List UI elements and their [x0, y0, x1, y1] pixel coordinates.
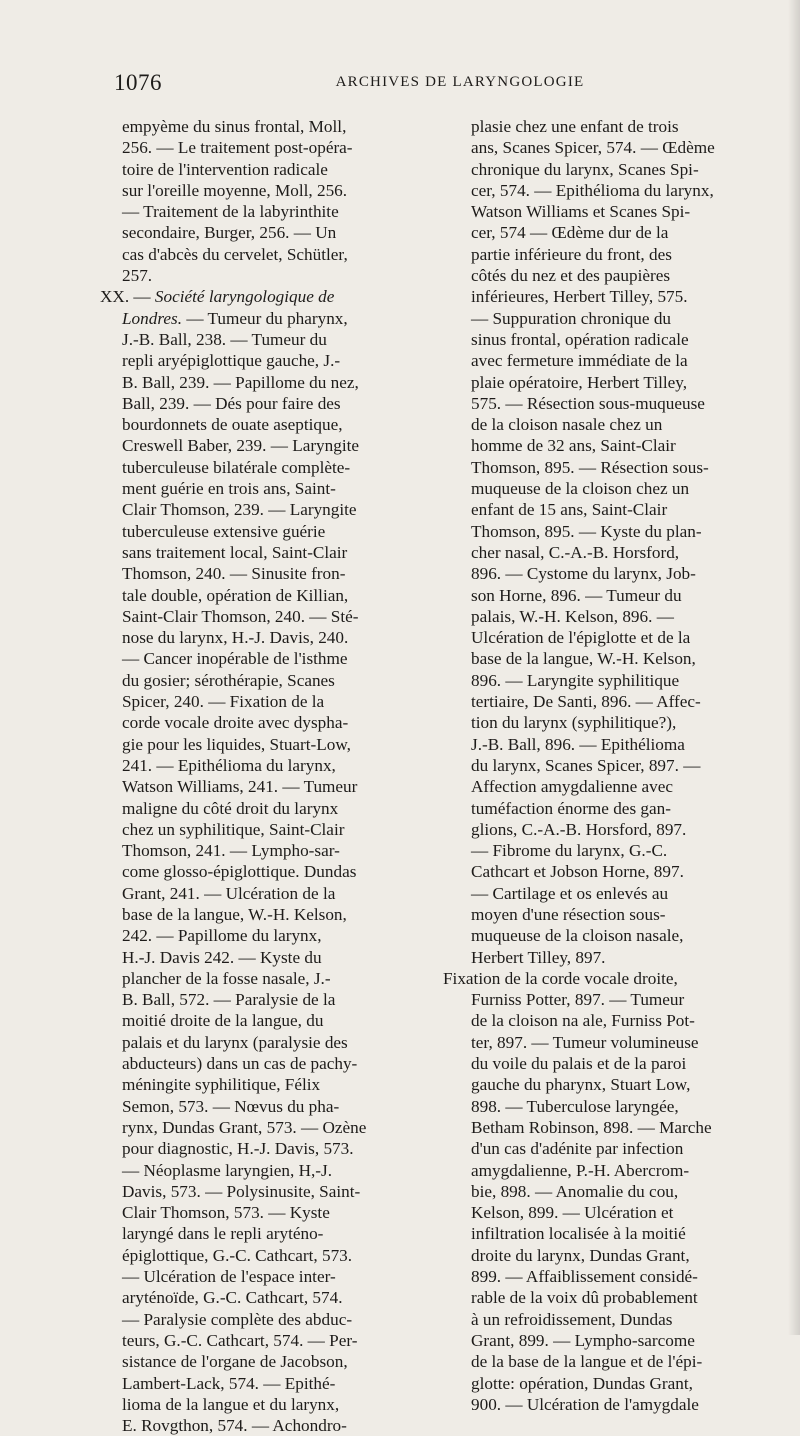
- line-text: de la cloison nasale chez un: [471, 415, 663, 435]
- line-text: 899. — Affaiblissement considé-: [471, 1267, 698, 1287]
- text-line: [100, 329, 435, 350]
- line-text: tion du larynx (syphilitique?),: [471, 713, 677, 733]
- text-line: [443, 1287, 768, 1308]
- page-edge-shadow: [788, 0, 800, 1335]
- line-text: Thomson, 241. — Lympho-sar-: [122, 841, 340, 861]
- line-text: du larynx, Scanes Spicer, 897. —: [471, 755, 701, 775]
- line-text: ans, Scanes Spicer, 574. — Œdème: [471, 138, 715, 158]
- text-line: [100, 201, 435, 222]
- line-text: rable de la voix dû probablement: [471, 1288, 698, 1308]
- line-text: Thomson, 895. — Kyste du plan-: [471, 521, 702, 541]
- line-text: 898. — Tuberculose laryngée,: [471, 1096, 679, 1116]
- text-line: [100, 840, 435, 861]
- text-line: [443, 585, 768, 606]
- text-line: [443, 883, 768, 904]
- text-line: [100, 265, 435, 286]
- text-line: [100, 393, 435, 414]
- text-line: [100, 734, 435, 755]
- text-line: [100, 414, 435, 435]
- text-line: [100, 1010, 435, 1031]
- text-line: [100, 1223, 435, 1244]
- text-line: [443, 542, 768, 563]
- line-text: muqueuse de la cloison chez un: [471, 479, 690, 499]
- text-line: [443, 478, 768, 499]
- line-text: teurs, G.-C. Cathcart, 574. — Per-: [122, 1330, 358, 1350]
- line-text: Kelson, 899. — Ulcération et: [471, 1203, 674, 1223]
- line-text: partie inférieure du front, des: [471, 244, 672, 264]
- text-line: [443, 1096, 768, 1117]
- text-line: [100, 1117, 435, 1138]
- text-line: [100, 585, 435, 606]
- text-line: [443, 1394, 768, 1415]
- line-text: Ball, 239. — Dés pour faire des: [122, 393, 341, 413]
- line-text: rynx, Dundas Grant, 573. — Ozène: [122, 1117, 367, 1137]
- text-line: [100, 1160, 435, 1181]
- line-text: B. Ball, 239. — Papillome du nez,: [122, 372, 359, 392]
- line-text: sur l'oreille moyenne, Moll, 256.: [122, 180, 348, 200]
- line-text: — Tumeur du pharynx,: [182, 308, 348, 328]
- line-text: ment guérie en trois ans, Saint-: [122, 479, 336, 499]
- text-line: [443, 137, 768, 158]
- line-text: H.-J. Davis 242. — Kyste du: [122, 947, 322, 967]
- line-text: muqueuse de la cloison nasale,: [471, 926, 684, 946]
- text-line: [100, 521, 435, 542]
- text-line: [443, 925, 768, 946]
- line-text: B. Ball, 572. — Paralysie de la: [122, 990, 336, 1010]
- line-text: tale double, opération de Killian,: [122, 585, 349, 605]
- text-line: [100, 989, 435, 1010]
- text-line: [100, 776, 435, 797]
- line-text: de la base de la langue et de l'épi-: [471, 1352, 703, 1372]
- line-text: palais, W.-H. Kelson, 896. —: [471, 606, 674, 626]
- line-text: ter, 897. — Tumeur volumineuse: [471, 1032, 699, 1052]
- line-text: 241. — Epithélioma du larynx,: [122, 755, 336, 775]
- line-text: son Horne, 896. — Tumeur du: [471, 585, 682, 605]
- line-text: Saint-Clair Thomson, 240. — Sté-: [122, 606, 359, 626]
- text-line: [100, 755, 435, 776]
- text-line: [443, 1373, 768, 1394]
- italic-text: Londres.: [122, 308, 183, 328]
- line-text: — Néoplasme laryngien, H,-J.: [122, 1160, 333, 1180]
- text-line: [100, 819, 435, 840]
- text-line: [100, 1266, 435, 1287]
- line-text: base de la langue, W.-H. Kelson,: [122, 904, 347, 924]
- text-line: [443, 350, 768, 371]
- line-text: sinus frontal, opération radicale: [471, 329, 689, 349]
- line-text: côtés du nez et des paupières: [471, 266, 671, 286]
- line-text: méningite syphilitique, Félix: [122, 1075, 321, 1095]
- line-text: Betham Robinson, 898. — Marche: [471, 1117, 712, 1137]
- text-line: [100, 1074, 435, 1095]
- text-line: [443, 904, 768, 925]
- left-text-column: [100, 116, 435, 1436]
- text-line: [100, 648, 435, 669]
- text-line: [100, 244, 435, 265]
- line-text: palais et du larynx (paralysie des: [122, 1032, 348, 1052]
- text-line: [100, 457, 435, 478]
- line-text: infiltration localisée à la moitié: [471, 1224, 686, 1244]
- text-line: [100, 1245, 435, 1266]
- line-text: Clair Thomson, 239. — Laryngite: [122, 500, 357, 520]
- line-text: inférieures, Herbert Tilley, 575.: [471, 287, 688, 307]
- text-line: [443, 798, 768, 819]
- text-line: [100, 563, 435, 584]
- line-text: tuméfaction énorme des gan-: [471, 798, 671, 818]
- text-line: [443, 627, 768, 648]
- text-line: [443, 244, 768, 265]
- line-text: Affection amygdalienne avec: [471, 777, 674, 797]
- text-line: [443, 670, 768, 691]
- text-line: [443, 1032, 768, 1053]
- text-line: [443, 1053, 768, 1074]
- text-line: [100, 798, 435, 819]
- line-text: — Suppuration chronique du: [471, 308, 672, 328]
- line-text: du voile du palais et de la paroi: [471, 1054, 687, 1074]
- text-line: [100, 1330, 435, 1351]
- line-text: cer, 574. — Epithélioma du larynx,: [471, 180, 714, 200]
- text-line: [443, 521, 768, 542]
- text-line: [443, 861, 768, 882]
- line-text: 256. — Le traitement post-opéra-: [122, 138, 353, 158]
- text-line: [100, 1181, 435, 1202]
- line-text: J.-B. Ball, 896. — Epithélioma: [471, 734, 685, 754]
- text-line: [443, 457, 768, 478]
- text-line: [443, 712, 768, 733]
- text-line: [100, 1351, 435, 1372]
- text-line: [100, 286, 435, 307]
- text-line: [100, 1138, 435, 1159]
- line-text: bourdonnets de ouate aseptique,: [122, 415, 343, 435]
- line-text: cher nasal, C.-A.-B. Horsford,: [471, 542, 680, 562]
- text-line: [443, 989, 768, 1010]
- running-title: ARCHIVES DE LARYNGOLOGIE: [335, 74, 585, 90]
- text-line: [443, 1245, 768, 1266]
- line-text: — Paralysie complète des abduc-: [122, 1309, 353, 1329]
- line-text: chez un syphilitique, Saint-Clair: [122, 819, 345, 839]
- line-text: glions, C.-A.-B. Horsford, 897.: [471, 819, 687, 839]
- line-text: Grant, 899. — Lympho-sarcome: [471, 1330, 695, 1350]
- text-line: [100, 904, 435, 925]
- text-line: [100, 670, 435, 691]
- line-text: Semon, 573. — Nœvus du pha-: [122, 1096, 340, 1116]
- line-text: tertiaire, De Santi, 896. — Affec-: [471, 692, 701, 712]
- text-line: [443, 1266, 768, 1287]
- text-line: [443, 1074, 768, 1095]
- line-text: Davis, 573. — Polysinusite, Saint-: [122, 1181, 361, 1201]
- text-line: [100, 308, 435, 329]
- line-text: Ulcération de l'épiglotte et de la: [471, 628, 691, 648]
- line-text: tuberculeuse bilatérale complète-: [122, 457, 351, 477]
- text-line: [443, 840, 768, 861]
- line-text: Watson Williams et Scanes Spi-: [471, 202, 691, 222]
- text-line: [100, 627, 435, 648]
- line-text: Herbert Tilley, 897.: [471, 947, 606, 967]
- text-line: [443, 414, 768, 435]
- text-line: [100, 1202, 435, 1223]
- line-text: du gosier; sérothérapie, Scanes: [122, 670, 335, 690]
- text-line: [100, 542, 435, 563]
- text-line: [443, 159, 768, 180]
- line-text: avec fermeture immédiate de la: [471, 351, 688, 371]
- text-line: [100, 1032, 435, 1053]
- line-text: chronique du larynx, Scanes Spi-: [471, 159, 699, 179]
- line-text: lioma de la langue et du larynx,: [122, 1394, 340, 1414]
- line-text: d'un cas d'adénite par infection: [471, 1139, 684, 1159]
- line-text: Thomson, 240. — Sinusite fron-: [122, 564, 346, 584]
- text-line: [443, 1330, 768, 1351]
- line-text: bie, 898. — Anomalie du cou,: [471, 1181, 679, 1201]
- text-line: [443, 1138, 768, 1159]
- text-line: [443, 648, 768, 669]
- line-text: corde vocale droite avec dyspha-: [122, 713, 349, 733]
- line-text: Creswell Baber, 239. — Laryngite: [122, 436, 360, 456]
- text-line: [443, 116, 768, 137]
- text-line: [443, 393, 768, 414]
- line-text: Spicer, 240. — Fixation de la: [122, 692, 325, 712]
- line-text: J.-B. Ball, 238. — Tumeur du: [122, 329, 327, 349]
- line-text: 900. — Ulcération de l'amygdale: [471, 1394, 699, 1414]
- line-text: glotte: opération, Dundas Grant,: [471, 1373, 693, 1393]
- line-text: plaie opératoire, Herbert Tilley,: [471, 372, 688, 392]
- text-line: [443, 499, 768, 520]
- line-text: à un refroidissement, Dundas: [471, 1309, 673, 1329]
- text-line: [100, 222, 435, 243]
- line-text: 896. — Laryngite syphilitique: [471, 670, 680, 690]
- line-text: empyème du sinus frontal, Moll,: [122, 117, 347, 136]
- text-line: [443, 201, 768, 222]
- text-line: [443, 1010, 768, 1031]
- text-line: [100, 1287, 435, 1308]
- text-line: [100, 691, 435, 712]
- line-text: Grant, 241. — Ulcération de la: [122, 883, 336, 903]
- text-line: [443, 755, 768, 776]
- text-line: [100, 478, 435, 499]
- text-line: [443, 180, 768, 201]
- line-text: gie pour les liquides, Stuart-Low,: [122, 734, 351, 754]
- text-line: [443, 286, 768, 307]
- text-line: [443, 1160, 768, 1181]
- right-text-column: [443, 116, 768, 1415]
- text-line: [100, 861, 435, 882]
- line-text: moitié droite de la langue, du: [122, 1011, 324, 1031]
- line-text: — Traitement de la labyrinthite: [122, 202, 339, 222]
- text-line: [100, 606, 435, 627]
- line-text: plancher de la fosse nasale, J.-: [122, 968, 331, 988]
- text-line: [443, 819, 768, 840]
- line-text: repli aryépiglottique gauche, J.-: [122, 351, 341, 371]
- line-text: Lambert-Lack, 574. — Epithé-: [122, 1373, 336, 1393]
- line-text: épiglottique, G.-C. Cathcart, 573.: [122, 1245, 353, 1265]
- line-text: E. Rovgthon, 574. — Achondro-: [122, 1416, 347, 1436]
- line-text: — Cartilage et os enlevés au: [471, 883, 669, 903]
- text-line: [443, 435, 768, 456]
- text-line: [100, 137, 435, 158]
- text-line: [443, 776, 768, 797]
- line-text: Furniss Potter, 897. — Tumeur: [471, 990, 685, 1010]
- line-text: base de la langue, W.-H. Kelson,: [471, 649, 696, 669]
- text-line: [443, 1202, 768, 1223]
- line-text: 257.: [122, 266, 153, 286]
- text-line: [443, 947, 768, 968]
- text-line: [443, 222, 768, 243]
- line-text: gauche du pharynx, Stuart Low,: [471, 1075, 691, 1095]
- text-line: [443, 329, 768, 350]
- line-text: — Cancer inopérable de l'isthme: [122, 649, 348, 669]
- line-text: plasie chez une enfant de trois: [471, 117, 679, 136]
- text-line: [100, 968, 435, 989]
- text-line: [443, 563, 768, 584]
- text-line: [100, 1053, 435, 1074]
- text-line: [100, 372, 435, 393]
- text-line: [443, 691, 768, 712]
- text-line: [100, 435, 435, 456]
- line-text: Fixation de la corde vocale droite,: [443, 968, 678, 988]
- text-line: [100, 499, 435, 520]
- text-line: [443, 1351, 768, 1372]
- line-text: secondaire, Burger, 256. — Un: [122, 223, 337, 243]
- text-line: [100, 947, 435, 968]
- text-line: [443, 1117, 768, 1138]
- text-line: [100, 180, 435, 201]
- text-line: [443, 265, 768, 286]
- line-text: Cathcart et Jobson Horne, 897.: [471, 862, 684, 882]
- text-line: [443, 1181, 768, 1202]
- line-text: moyen d'une résection sous-: [471, 904, 666, 924]
- line-text: laryngé dans le repli aryténo-: [122, 1224, 324, 1244]
- text-line: [443, 1309, 768, 1330]
- line-text: abducteurs) dans un cas de pachy-: [122, 1054, 358, 1074]
- text-line: [100, 350, 435, 371]
- line-text: tuberculeuse extensive guérie: [122, 521, 326, 541]
- line-text: amygdalienne, P.-H. Abercrom-: [471, 1160, 690, 1180]
- text-line: [100, 1096, 435, 1117]
- text-line: [100, 1394, 435, 1415]
- line-text: nose du larynx, H.-J. Davis, 240.: [122, 628, 349, 648]
- text-line: [100, 712, 435, 733]
- line-text: sistance de l'organe de Jacobson,: [122, 1352, 348, 1372]
- text-line: [100, 1309, 435, 1330]
- line-text: cas d'abcès du cervelet, Schütler,: [122, 244, 348, 264]
- line-text: Watson Williams, 241. — Tumeur: [122, 777, 358, 797]
- text-line: [100, 159, 435, 180]
- line-text: enfant de 15 ans, Saint-Clair: [471, 500, 668, 520]
- line-text: cer, 574 — Œdème dur de la: [471, 223, 669, 243]
- line-text: — Fibrome du larynx, G.-C.: [471, 841, 668, 861]
- text-line: [443, 372, 768, 393]
- text-line: [443, 734, 768, 755]
- line-text: Clair Thomson, 573. — Kyste: [122, 1203, 330, 1223]
- text-line: [443, 606, 768, 627]
- text-line: [443, 968, 768, 989]
- line-text: 575. — Résection sous-muqueuse: [471, 393, 705, 413]
- line-text: 242. — Papillome du larynx,: [122, 926, 322, 946]
- line-text: — Ulcération de l'espace inter-: [122, 1267, 336, 1287]
- text-line: [100, 116, 435, 137]
- line-text: homme de 32 ans, Saint-Clair: [471, 436, 676, 456]
- text-line: [100, 1373, 435, 1394]
- text-line: [443, 1223, 768, 1244]
- text-line: [443, 308, 768, 329]
- page-number: 1076: [114, 70, 162, 95]
- italic-text: Société laryngologique de: [154, 287, 335, 307]
- line-text: droite du larynx, Dundas Grant,: [471, 1245, 690, 1265]
- line-text: maligne du côté droit du larynx: [122, 798, 339, 818]
- line-text: come glosso-épiglottique. Dundas: [122, 862, 357, 882]
- text-line: [100, 925, 435, 946]
- line-text: XX. —: [100, 287, 155, 307]
- text-line: [100, 1415, 435, 1436]
- line-text: aryténoïde, G.-C. Cathcart, 574.: [122, 1288, 343, 1308]
- line-text: pour diagnostic, H.-J. Davis, 573.: [122, 1139, 354, 1159]
- line-text: 896. — Cystome du larynx, Job-: [471, 564, 696, 584]
- line-text: de la cloison na ale, Furniss Pot-: [471, 1011, 695, 1031]
- line-text: Thomson, 895. — Résection sous-: [471, 457, 709, 477]
- line-text: toire de l'intervention radicale: [122, 159, 328, 179]
- line-text: sans traitement local, Saint-Clair: [122, 542, 348, 562]
- text-line: [100, 883, 435, 904]
